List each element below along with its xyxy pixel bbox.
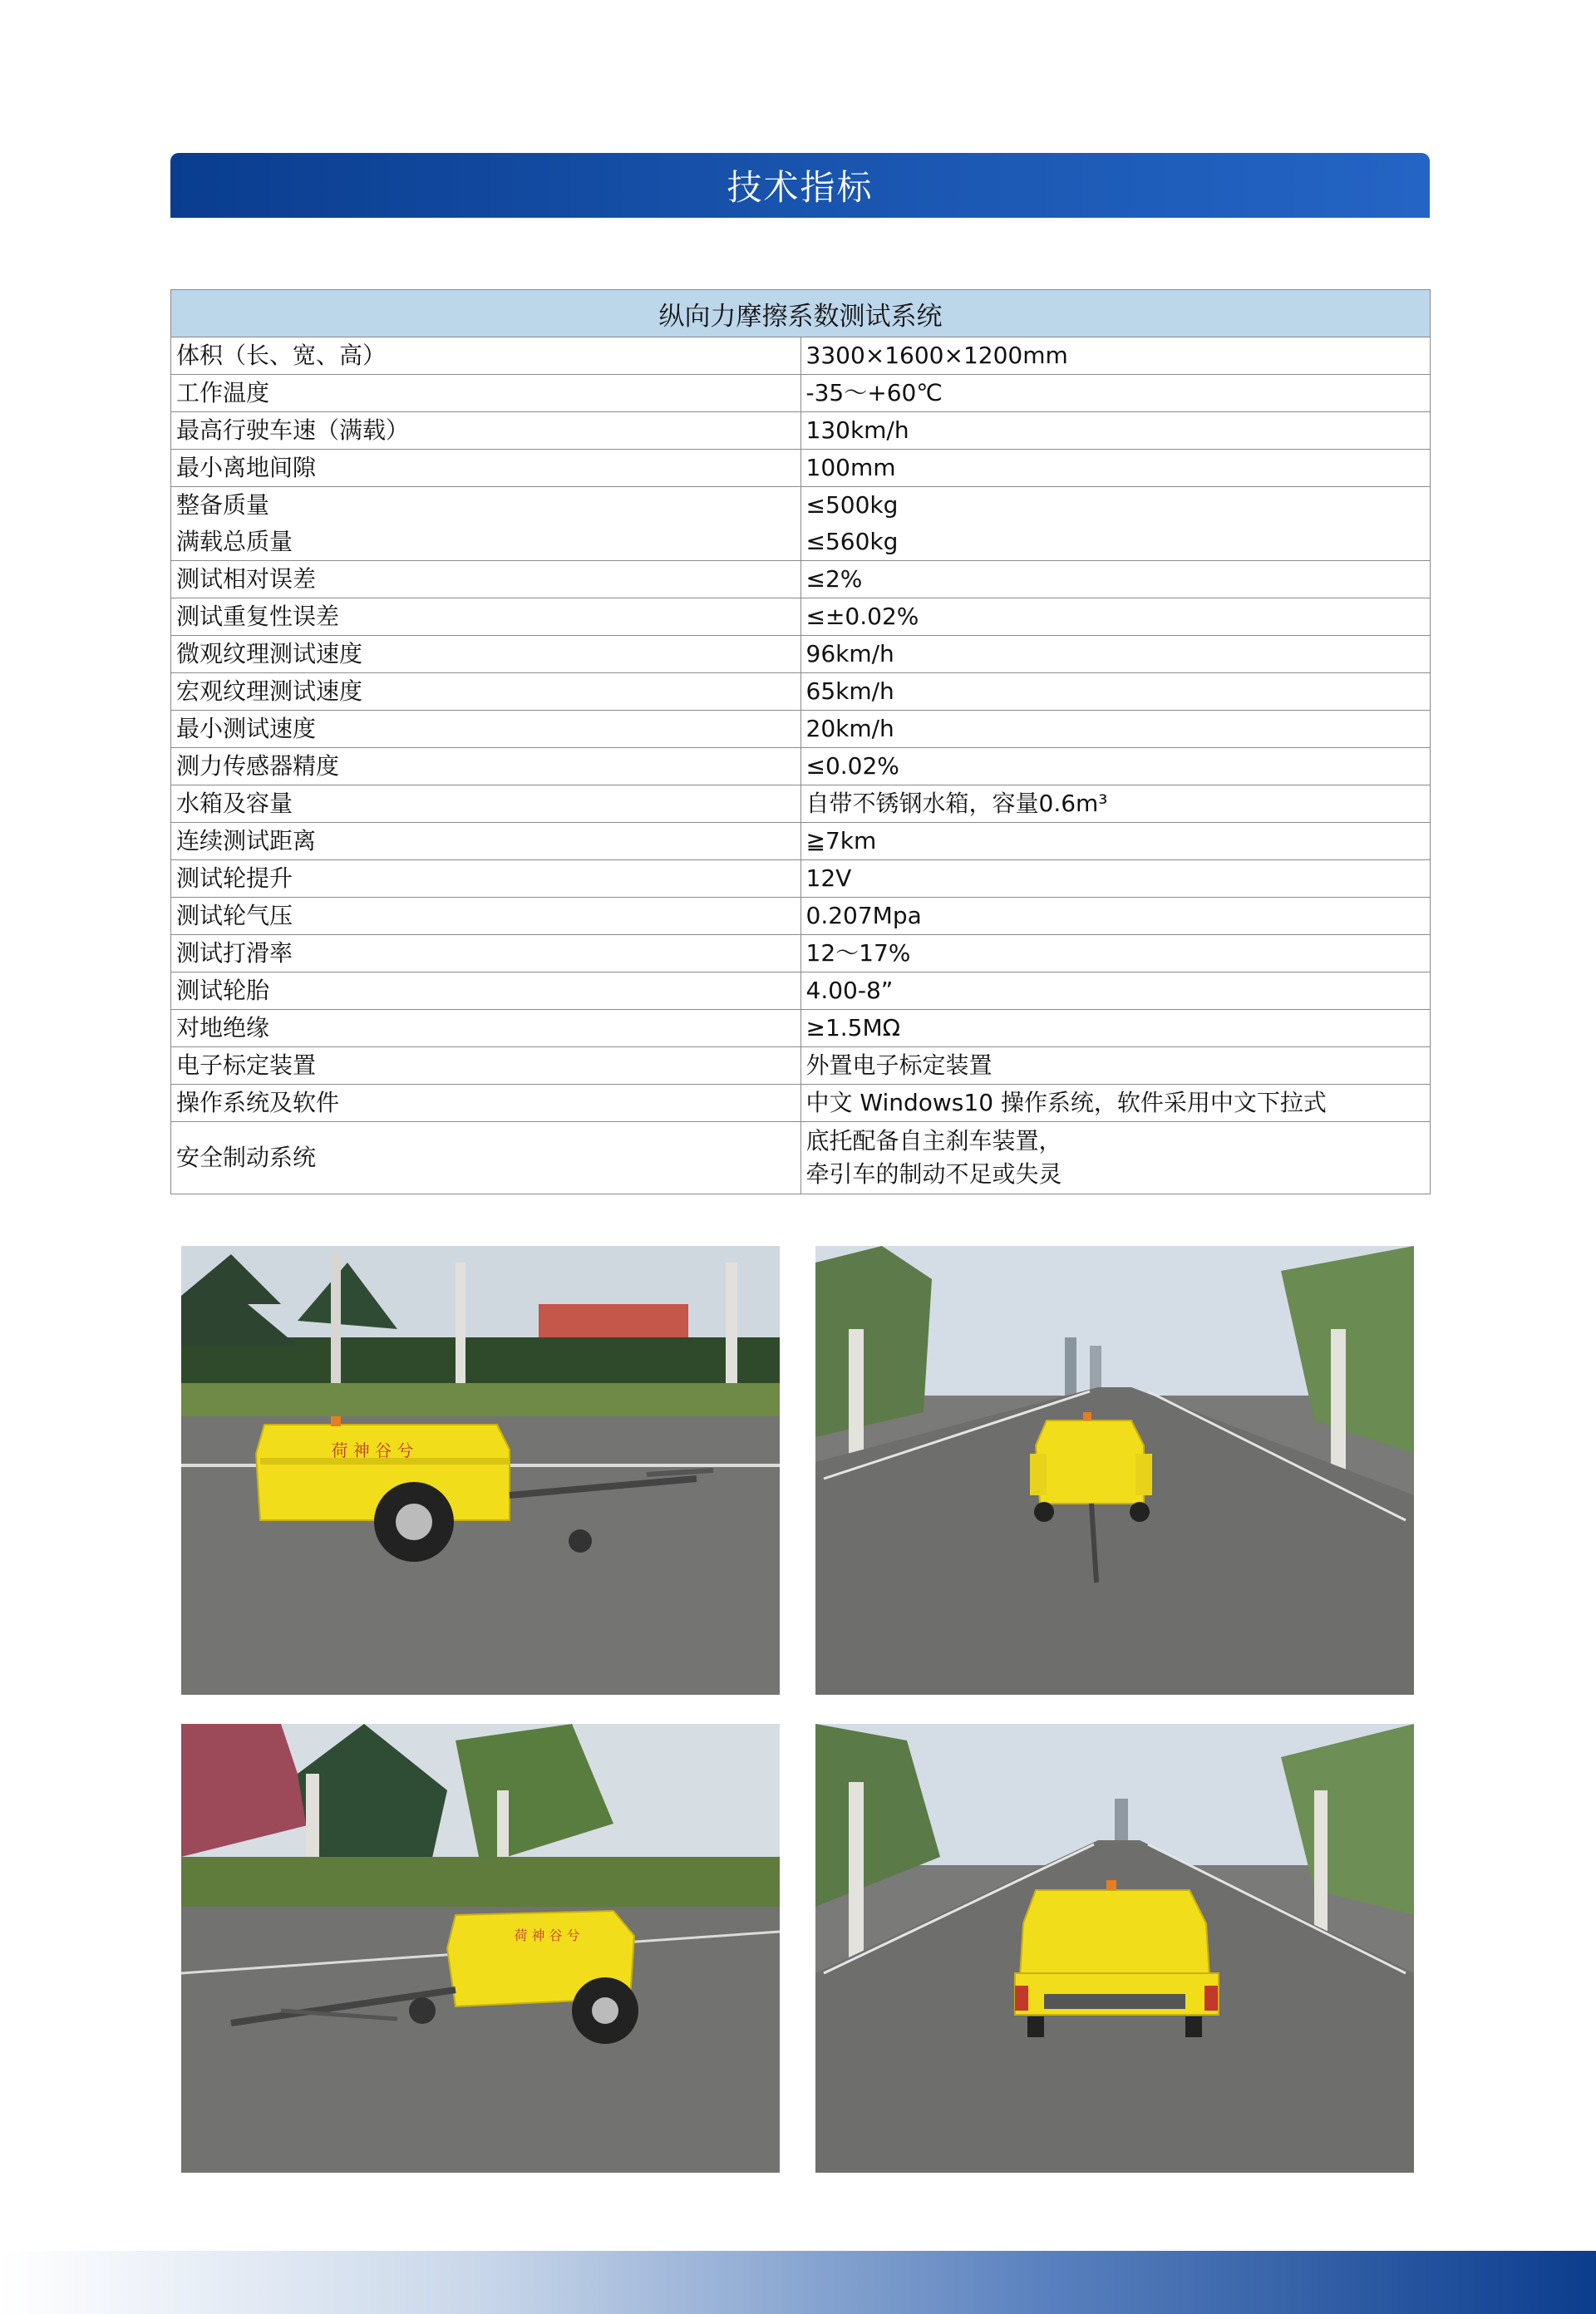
spec-value: ≧7km <box>800 823 1431 860</box>
table-row <box>171 450 1431 487</box>
table-row <box>171 935 1431 972</box>
table-row <box>171 636 1431 673</box>
table-row <box>171 748 1431 785</box>
table-row <box>171 711 1431 748</box>
page-title: 技术指标 <box>727 167 874 208</box>
spec-key: 测试重复性误差 <box>171 598 801 636</box>
spec-key: 对地绝缘 <box>171 1010 801 1047</box>
spec-key: 测力传感器精度 <box>171 748 801 785</box>
spec-key: 工作温度 <box>171 375 801 412</box>
spec-value <box>800 1122 1431 1194</box>
table-row <box>171 1010 1431 1047</box>
spec-key: 测试打滑率 <box>171 935 801 972</box>
spec-value: ≤0.02% <box>800 748 1431 785</box>
table-row <box>171 1085 1431 1122</box>
spec-value-line: ≤560kg <box>805 528 899 555</box>
photo-trailer-road-rear <box>815 1724 1414 2173</box>
spec-key: 最小离地间隙 <box>171 450 801 487</box>
table-row <box>171 598 1431 636</box>
spec-key: 微观纹理测试速度 <box>171 636 801 673</box>
table-row <box>171 487 1431 561</box>
spec-value: ≥1.5MΩ <box>800 1010 1431 1047</box>
spec-key: 操作系统及软件 <box>171 1085 801 1122</box>
table-row <box>171 375 1431 412</box>
spec-key: 测试轮提升 <box>171 860 801 898</box>
table-row <box>171 561 1431 598</box>
title-banner <box>170 153 1430 218</box>
table-row <box>171 823 1431 860</box>
spec-value: 4.00-8” <box>800 972 1431 1010</box>
spec-value: 12V <box>800 860 1431 898</box>
spec-value: 12～17% <box>800 935 1431 972</box>
spec-value: 3300×1600×1200mm <box>800 337 1431 375</box>
spec-key: 最高行驶车速（满载） <box>171 412 801 450</box>
spec-key: 连续测试距离 <box>171 823 801 860</box>
spec-value-line: 牵引车的制动不足或失灵 <box>805 1160 1062 1188</box>
photo-trailer-road-front <box>815 1246 1414 1695</box>
spec-value: 中文 Windows10 操作系统，软件采用中文下拉式 <box>800 1085 1431 1122</box>
spec-key <box>171 487 801 561</box>
spec-key: 测试轮胎 <box>171 972 801 1010</box>
spec-value: -35～+60℃ <box>800 375 1431 412</box>
spec-key-line: 整备质量 <box>176 491 270 519</box>
spec-value-line: 底托配备自主刹车装置， <box>805 1127 1062 1155</box>
spec-key: 宏观纹理测试速度 <box>171 673 801 711</box>
spec-value: ≤2% <box>800 561 1431 598</box>
table-row <box>171 412 1431 450</box>
spec-key: 电子标定装置 <box>171 1047 801 1085</box>
spec-value: 外置电子标定装置 <box>800 1047 1431 1085</box>
spec-value: 96km/h <box>800 636 1431 673</box>
photo-trailer-towbar <box>181 1724 780 2173</box>
spec-key: 测试轮气压 <box>171 898 801 935</box>
table-caption: 纵向力摩擦系数测试系统 <box>171 290 1431 337</box>
svg-text:荷 神 谷 兮: 荷 神 谷 兮 <box>331 1440 414 1460</box>
spec-value: 0.207Mpa <box>800 898 1431 935</box>
spec-value <box>800 487 1431 561</box>
table-row <box>171 1122 1431 1194</box>
table-row <box>171 673 1431 711</box>
table-row <box>171 1047 1431 1085</box>
spec-key: 最小测试速度 <box>171 711 801 748</box>
table-row <box>171 860 1431 898</box>
spec-value: 130km/h <box>800 412 1431 450</box>
spec-key: 安全制动系统 <box>171 1122 801 1194</box>
spec-table <box>170 289 1431 1194</box>
table-row <box>171 898 1431 935</box>
table-row <box>171 972 1431 1010</box>
spec-value-line: ≤500kg <box>805 491 899 519</box>
spec-key: 测试相对误差 <box>171 561 801 598</box>
spec-value: ≤±0.02% <box>800 598 1431 636</box>
table-row <box>171 785 1431 823</box>
spec-key: 体积（长、宽、高） <box>171 337 801 375</box>
spec-key: 水箱及容量 <box>171 785 801 823</box>
table-row <box>171 337 1431 375</box>
photo-trailer-side <box>181 1246 780 1695</box>
spec-value: 65km/h <box>800 673 1431 711</box>
spec-value: 20km/h <box>800 711 1431 748</box>
spec-value: 100mm <box>800 450 1431 487</box>
spec-value: 自带不锈钢水箱，容量0.6m³ <box>800 785 1431 823</box>
svg-text:荷 神 谷 兮: 荷 神 谷 兮 <box>514 1928 580 1943</box>
footer-bar <box>0 2251 1596 2314</box>
spec-key-line: 满载总质量 <box>176 528 293 555</box>
